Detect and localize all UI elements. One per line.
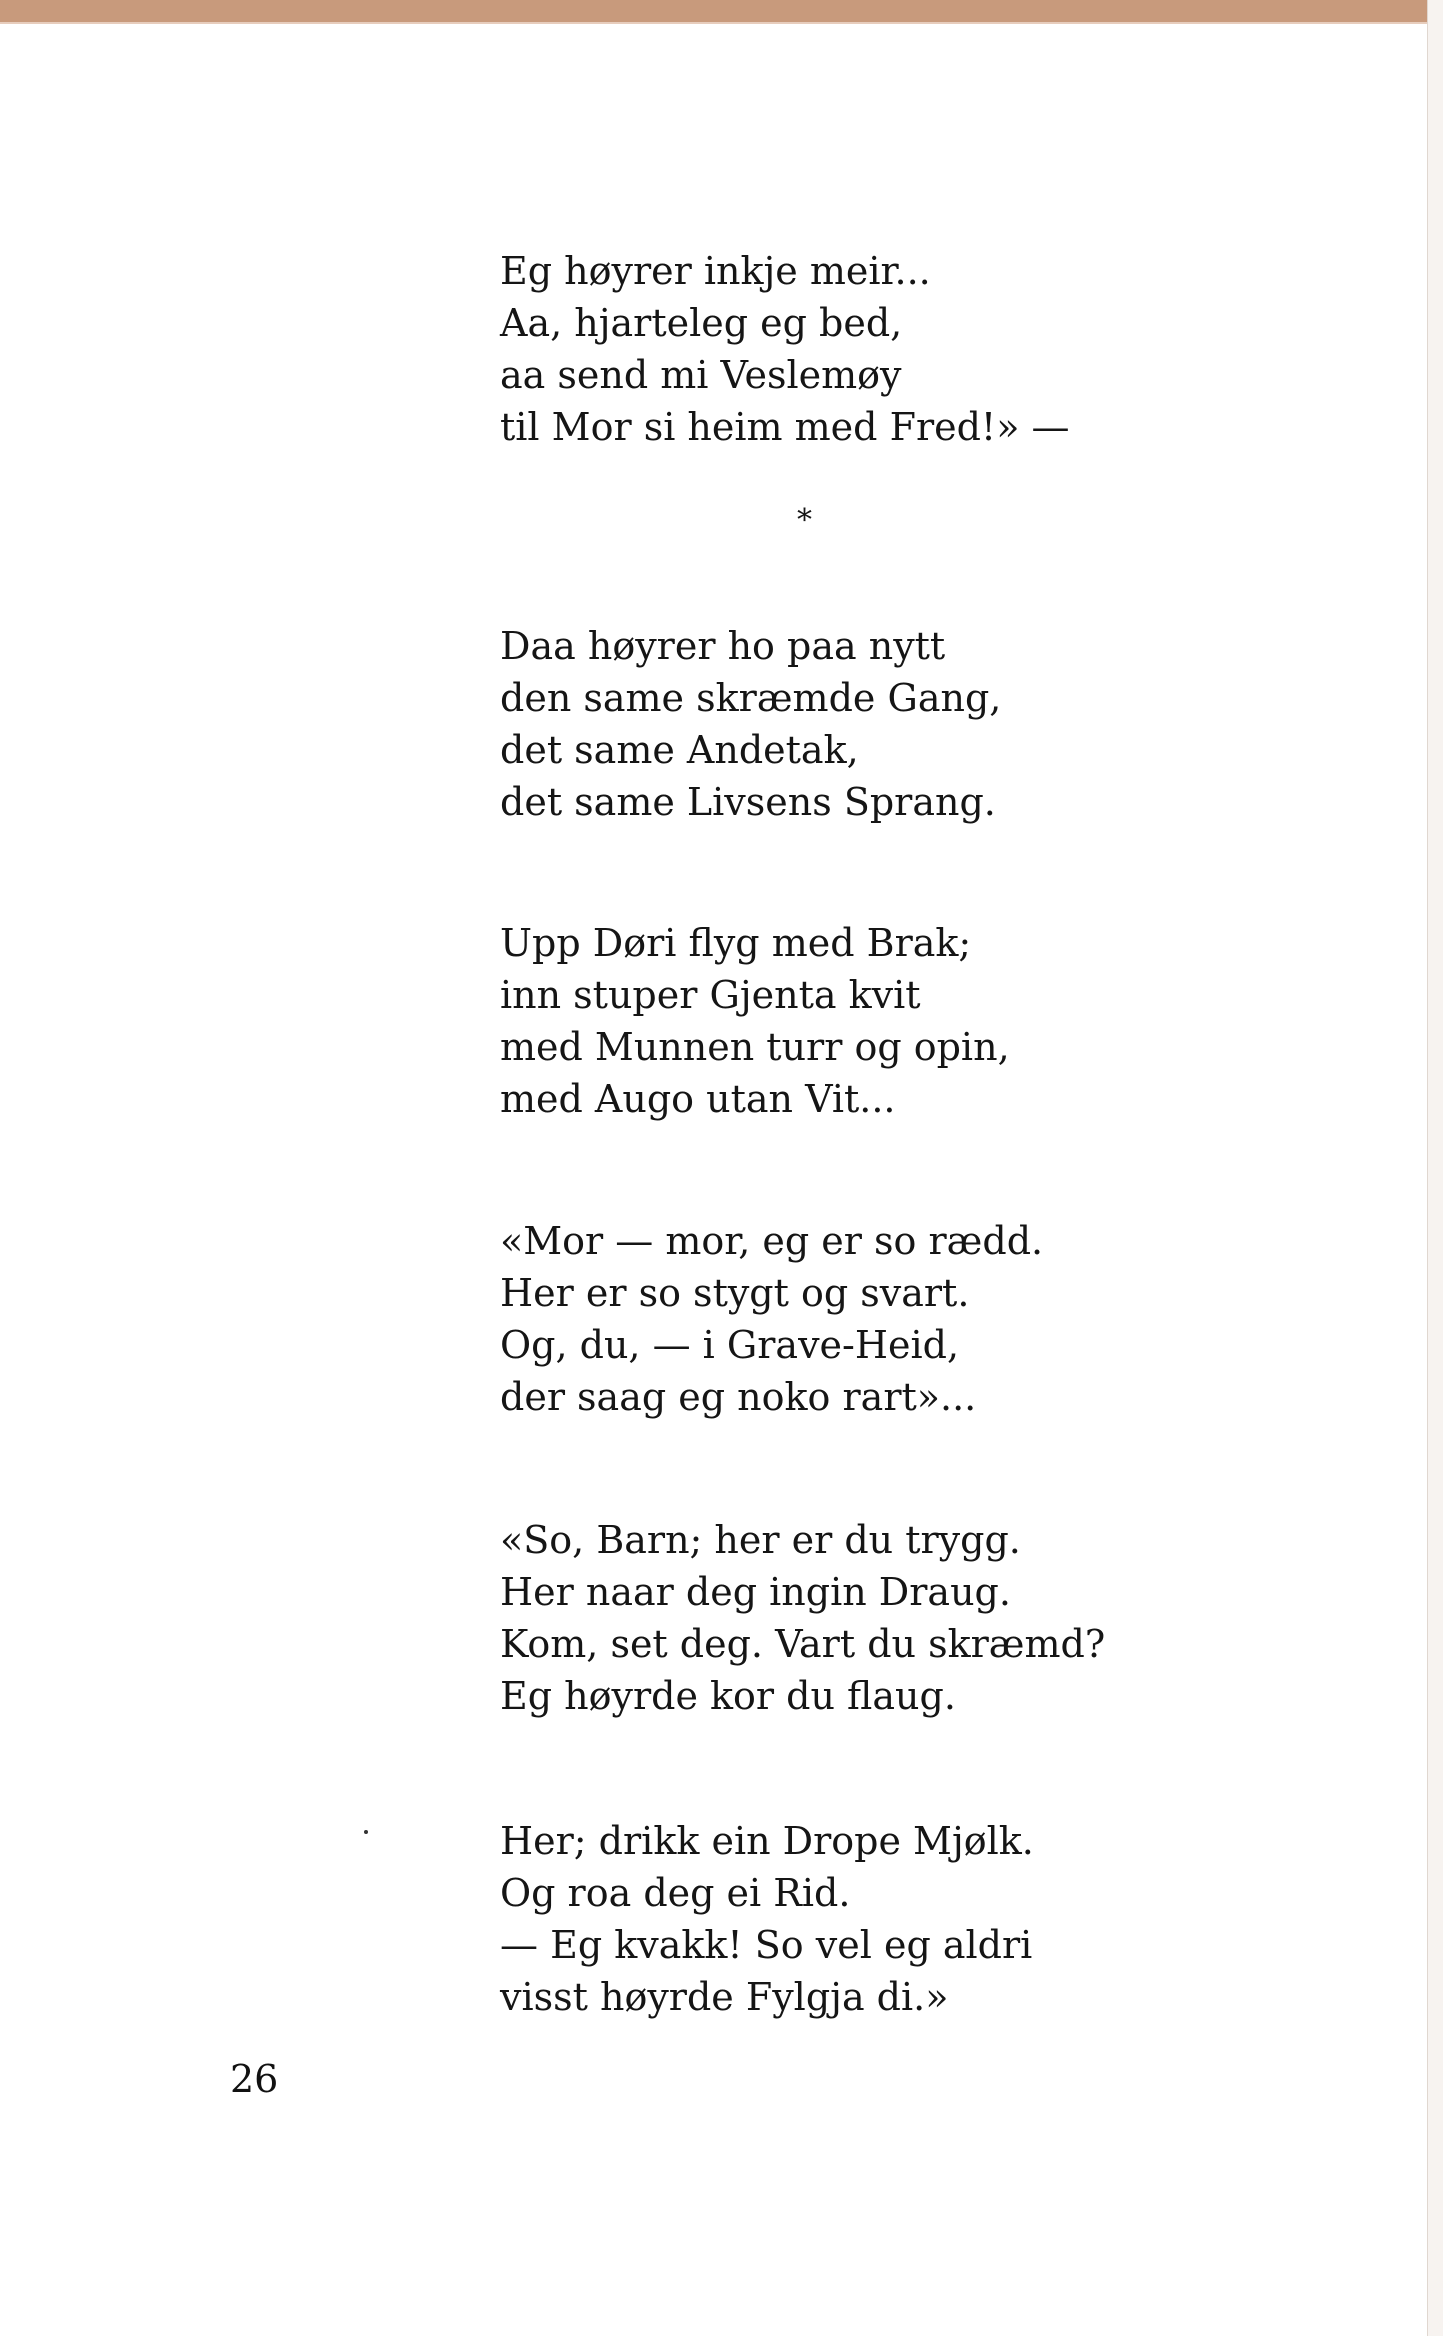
poem-line: Her naar deg ingin Draug. bbox=[500, 1570, 1011, 1614]
poem-line: aa send mi Veslemøy bbox=[500, 353, 902, 397]
poem-line: den same skræmde Gang, bbox=[500, 676, 1002, 720]
poem-line: Eg høyrde kor du flaug. bbox=[500, 1674, 956, 1718]
poem-line: «So, Barn; her er du trygg. bbox=[500, 1518, 1021, 1562]
poem-line: «Mor — mor, eg er so rædd. bbox=[500, 1219, 1044, 1263]
poem-line: Upp Døri flyg med Brak; bbox=[500, 921, 972, 965]
poem-line: Her; drikk ein Drope Mjølk. bbox=[500, 1819, 1034, 1863]
poem-line: — Eg kvakk! So vel eg aldri bbox=[500, 1923, 1033, 1967]
stanza-3 bbox=[500, 917, 1380, 1125]
poem-line: det same Andetak, bbox=[500, 728, 859, 772]
stanza-5 bbox=[500, 1514, 1380, 1722]
poem-line: med Munnen turr og opin, bbox=[500, 1025, 1010, 1069]
poem-line: Daa høyrer ho paa nytt bbox=[500, 624, 946, 668]
poem-line: Aa, hjarteleg eg bed, bbox=[500, 301, 903, 345]
poem-line: Kom, set deg. Vart du skræmd? bbox=[500, 1622, 1106, 1666]
poem-line: med Augo utan Vit... bbox=[500, 1077, 896, 1121]
poem-line: til Mor si heim med Fred!» — bbox=[500, 405, 1070, 449]
poem-line: der saag eg noko rart»... bbox=[500, 1375, 977, 1419]
poem-line: Her er so stygt og svart. bbox=[500, 1271, 970, 1315]
poem-line: visst høyrde Fylgja di.» bbox=[500, 1975, 949, 2019]
stanza-1 bbox=[500, 245, 1380, 453]
stanza-2 bbox=[500, 620, 1380, 828]
poem-line: inn stuper Gjenta kvit bbox=[500, 973, 921, 1017]
page-top-edge bbox=[0, 0, 1443, 24]
poem-line: det same Livsens Sprang. bbox=[500, 780, 996, 824]
poem-line: Eg høyrer inkje meir... bbox=[500, 249, 931, 293]
stanza-6 bbox=[500, 1815, 1380, 2023]
stanza-4 bbox=[500, 1215, 1380, 1423]
poem-line: Og roa deg ei Rid. bbox=[500, 1871, 851, 1915]
print-speck bbox=[364, 1830, 368, 1834]
page-number: 26 bbox=[230, 2057, 279, 2101]
section-separator: * bbox=[797, 503, 812, 538]
page-right-edge bbox=[1427, 0, 1443, 2336]
poem-line: Og, du, — i Grave-Heid, bbox=[500, 1323, 960, 1367]
